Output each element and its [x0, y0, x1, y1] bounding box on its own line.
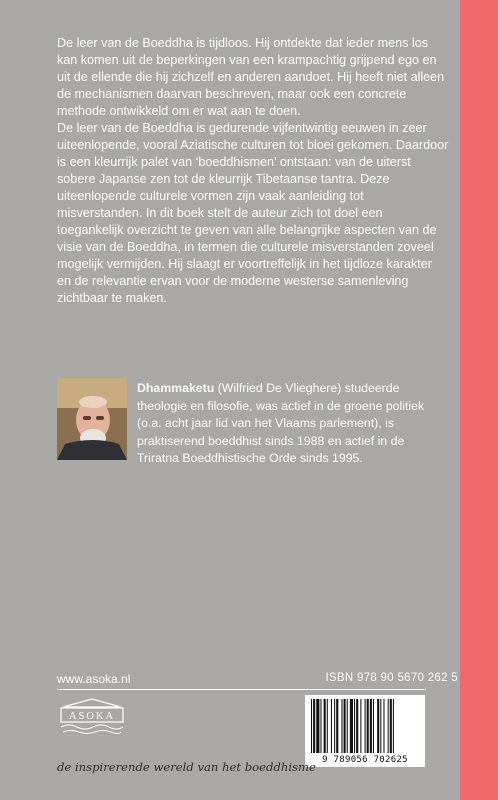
isbn-label: ISBN 978 90 5670 262 5	[325, 672, 458, 684]
logo-text: ASOKA	[68, 711, 116, 722]
author-bio	[137, 380, 437, 468]
author-portrait-icon	[57, 378, 127, 460]
blurb-paragraph-2: De leer van de Boeddha is gedurende vijfentwintig eeuwen in zeer uiteenlopende, vooral Aziatische culturen tot bloei gekomen. Daardoor is een kleurrijk palet van ‘boeddhismen’ ontstaan: van de uiterst sobere Japanse zen tot de kleurrijk Tibetaanse tantra. Deze uiteenlopende culturele vormen zijn vaak aanleiding tot misverstanden. In dit boek stelt de auteur zich tot doel een toegankelijk overzicht te geven van alle belangrijke aspecten van de visie van de Boeddha, in termen die culturele misverstanden zoveel mogelijk vermijden. Hij slaagt er voortreffelijk in het tijdloze karakter en de relevantie ervan voor de moderne westerse samenleving zichtbaar te maken.	[57, 121, 449, 305]
blurb-text	[57, 35, 449, 307]
divider-rule	[57, 689, 426, 690]
author-bio-text: (Wilfried De Vlieghere) studeerde theologie en filosofie, was actief in de groene politiek (o.a. acht jaar lid van het Vlaams parlement), is praktiserend boeddhist sinds 1988 en actief in de Triratna Boeddhistische Orde sinds 1995.	[137, 381, 425, 465]
blurb-paragraph-1: De leer van de Boeddha is tijdloos. Hij ontdekte dat ieder mens los kan komen uit de beperkingen van een krampachtig grijpend ego en uit de ellende die hij zichzelf en anderen aandoet. Hij heeft niet alleen de mechanismen daarvan beschreven, maar ook een concrete methode ontwikkeld om er wat aan te doen.	[57, 36, 445, 118]
asoka-logo-icon	[57, 697, 127, 737]
publisher-tagline: de inspirerende wereld van het boeddhisme	[57, 760, 316, 774]
barcode-digits: 9 789056 702625	[322, 755, 408, 765]
barcode-icon	[305, 695, 425, 755]
asoka-logo	[57, 697, 127, 737]
spine-edge	[460, 0, 498, 800]
publisher-url: www.asoka.nl	[57, 672, 131, 686]
author-photo	[57, 378, 127, 460]
isbn-barcode	[305, 695, 425, 767]
author-name: Dhammaketu	[137, 381, 215, 395]
